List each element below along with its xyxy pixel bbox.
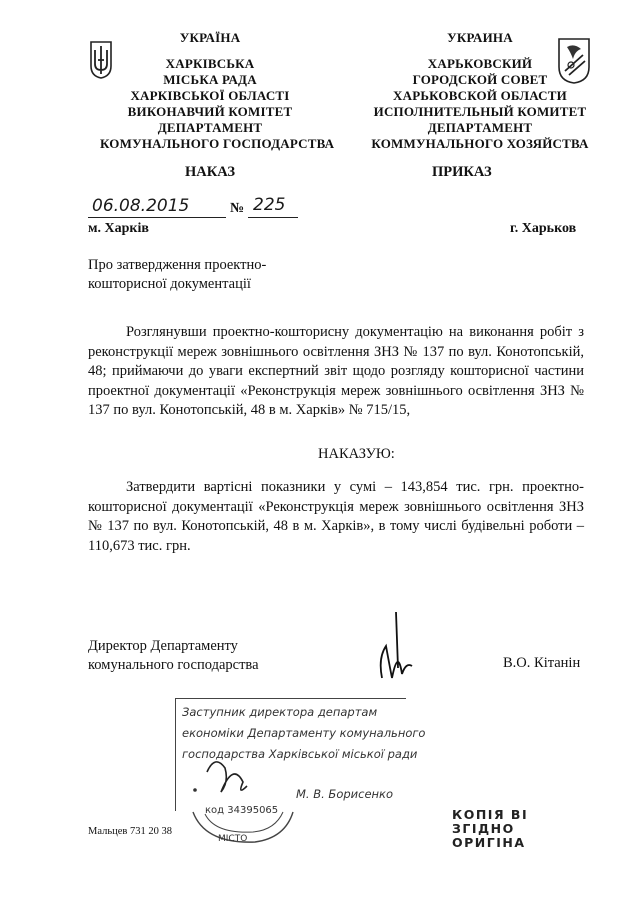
header-right-line: КОММУНАЛЬНОГО ХОЗЯЙСТВА — [371, 136, 589, 151]
executor-contact: Мальцев 731 20 38 — [88, 826, 172, 837]
header-right-line: ДЕПАРТАМЕНТ — [427, 120, 533, 135]
order-number-sign: № — [230, 201, 245, 216]
copy-stamp-line: КОПІЯ ВІ — [452, 807, 529, 822]
number-underline — [248, 217, 298, 218]
header-right — [365, 30, 595, 152]
stamp-line: господарства Харківської міської ради — [182, 747, 418, 761]
stamp-line: економіки Департаменту комунального — [182, 726, 426, 740]
header-left-line: ХАРКІВСЬКА — [165, 56, 255, 71]
city-left: м. Харків — [88, 221, 149, 236]
subject-line: кошторисної документації — [88, 276, 251, 292]
round-seal-icon — [185, 752, 295, 847]
order-date: 06.08.2015 — [92, 196, 190, 216]
seal-word: МІСТО — [218, 834, 248, 844]
header-left — [100, 30, 335, 152]
handwritten-signature — [368, 608, 418, 688]
signatory-position-line: комунального господарства — [88, 657, 259, 673]
stamp-signer: М. В. Борисенко — [296, 787, 394, 801]
header-left-line: ДЕПАРТАМЕНТ — [157, 120, 263, 135]
seal-code: код 34395065 — [205, 805, 279, 816]
subject-line: Про затвердження проектно- — [88, 257, 267, 273]
date-underline — [88, 217, 226, 218]
signatory-position-line: Директор Департаменту — [88, 638, 238, 654]
header-left-line: КОМУНАЛЬНОГО ГОСПОДАРСТВА — [100, 136, 335, 151]
order-word: НАКАЗУЮ: — [318, 446, 395, 462]
preamble-paragraph: Розглянувши проектно-кошторисну документацію на виконання робіт з реконструкції мереж зовнішнього освітлення ЗНЗ № 137 по вул. Конотопській, 48; приймаючи до уваги експертний звіт щодо розгляду кошторисної частини проектної документації «Реконструкція мереж зовнішнього освітлення ЗНЗ № 137 по вул. Конотопській, 48 в м. Харків» № 715/15, — [88, 324, 584, 418]
signatory-name: В.О. Кітанін — [503, 655, 581, 671]
copy-stamp-line: ЗГІДНО — [452, 821, 515, 836]
order-number: 225 — [253, 195, 286, 215]
decision-paragraph: Затвердити вартісні показники у сумі – 143,854 тис. грн. проектно-кошторисної документації «Реконструкція мереж зовнішнього освітлення ЗНЗ № 137 по вул. Конотопській, 48 в м. Харків», в тому числі будівельні роботи – 110,673 тис. грн. — [88, 479, 584, 554]
stamp-line: Заступник директора департам — [182, 705, 378, 719]
header-left-line: ХАРКІВСЬКОЇ ОБЛАСТІ — [130, 88, 290, 103]
header-right-line: ХАРЬКОВСКОЙ ОБЛАСТИ — [393, 88, 567, 103]
header-right-line: ГОРОДСКОЙ СОВЕТ — [412, 72, 548, 87]
copy-stamp-line: ОРИГІНА — [452, 835, 526, 850]
doc-type-right: ПРИКАЗ — [432, 164, 492, 180]
doc-type-left: НАКАЗ — [185, 164, 236, 180]
copy-certification-stamp — [452, 808, 528, 850]
subject — [88, 256, 266, 294]
header-left-line: ВИКОНАВЧИЙ КОМІТЕТ — [127, 104, 293, 119]
city-right: г. Харьков — [510, 221, 577, 236]
header-right-country: УКРАИНА — [447, 30, 513, 45]
header-left-country: УКРАЇНА — [179, 30, 241, 45]
header-right-line: ХАРЬКОВСКИЙ — [427, 56, 533, 71]
header-right-line: ИСПОЛНИТЕЛЬНЫЙ КОМИТЕТ — [373, 104, 587, 119]
signatory-position — [88, 637, 259, 675]
header-left-line: МІСЬКА РАДА — [163, 72, 257, 87]
